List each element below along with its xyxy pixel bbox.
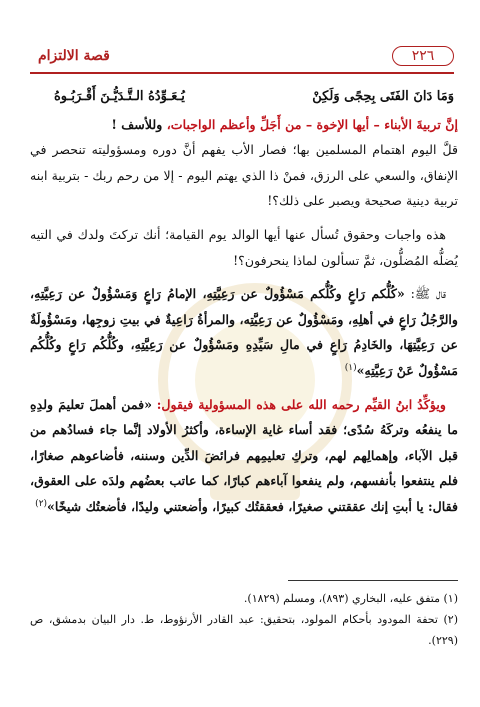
footnote-divider [288,580,458,581]
paragraph-responsibility: قلَّ اليوم اهتمام المسلمين بها؛ فصار الأب يفهم أنَّ دوره ومسؤوليته تنحصر في الإنفاق، والسعي على الرزق، فمنْ ذا الذي يهتم اليوم - إلا من رحم ربك - بتربية ابنه تربية دينية صحيحة ويصبر على ذلك؟! [30,142,458,209]
footnote-1: (١) متفق عليه، البخاري (٨٩٣)، ومسلم (١٨٢٩). [243,592,458,605]
poetry-verse [30,84,458,110]
section-heading-highlight: إنَّ تربيةَ الأبناء – أيها الإخوة – من أَجَلِّ وأعظم الواجبات، [166,116,458,132]
section-heading [30,112,458,138]
hadith-paragraph [30,281,458,383]
section-heading-tail: وللأسف ! [111,116,167,132]
footnote-2: (٢) تحفة المودود بأحكام المولود، بتحقيق: عبد القادر الأرنؤوط، ط. دار البيان بدمشق، ص (٢٢٩). [30,613,458,647]
page-number: ٢٢٦ [392,46,454,66]
hadith-text: «كُلُّكم رَاعٍ وكُلُّكم مَسْؤُولٌ عن رَعِيَّتِهِ، الإمامُ رَاعٍ وَمَسْؤُولٌ عن رَعِيَّتِهِ، والرَّجُلُ رَاعٍ في أهلِهِ، ومَسْؤُولٌ عن رَعِيَّتِه، والمرأةُ رَاعِيةٌ في بيتِ زوجِها، ومَسْؤُولَةٌ عن رَعِيَّتِهَا، والخَادِمُ رَاعٍ في مالِ سَيِّدِهِ ومَسْؤُولٌ عن رَعِيَّتِهِ، وكُلُّكُم رَاعٍ وكُلُّكُم مَسْؤُولٌ عَنْ رَعِيَّتِهِ» [30,286,458,378]
paragraph-duties: هذه واجبات وحقوق تُسأل عنها أيها الوالد يوم القيامة؛ أنك تركتَ ولدك في التيه يُضلُّه المُضلُّون، ثمَّ تسألون لماذا ينحرفون؟! [30,226,458,268]
book-title: قصة الالتزام [38,48,110,64]
page-body [30,84,458,520]
ibn-qayyim-paragraph [30,392,458,520]
verse-first-half: وَمَا دَانَ الفَتَى بِحِجًى وَلَكِنْ [312,89,454,104]
ibn-qayyim-intro: ويؤكِّدُ ابنُ القيِّم رحمه الله على هذه المسؤولية فيقول: [156,396,447,412]
footnotes [30,588,458,651]
footnote-ref-2: (٢) [35,498,48,509]
page-header [38,44,454,68]
header-divider [30,72,454,74]
footnote-ref-1: (١) [344,362,357,373]
verse-second-half: يُـعَـوِّدُهُ الـتَّـدَيُّـنَ أَقْـرَبُـوهُ [54,89,185,104]
hadith-intro: قال ﷺ: [404,286,446,302]
ibn-qayyim-quote: «فمن أهملَ تعليمَ ولدِهِ ما ينفعُه وتركَهُ سُدًى؛ فقد أساء غاية الإساءة، وأكثرُ الأولاد إنَّما جاء فسادُهم من قبل الآباء، وإهمالِهم لهم، وتركِ تعليمِهم فرائضَ الدِّين وسننه، فأضاعوهم صغارًا، فلم ينتفعوا بأنفسهم، ولم ينفعوا آباءهم كبارًا، كما عاتب بعضُهم ولدَه على العقوق، فقال: يا أبتِ إنك عققتني صغيرًا، فعققتُك كبيرًا، وأضعتني وليدًا، فأضعتُك شيخًا» [30,396,458,514]
